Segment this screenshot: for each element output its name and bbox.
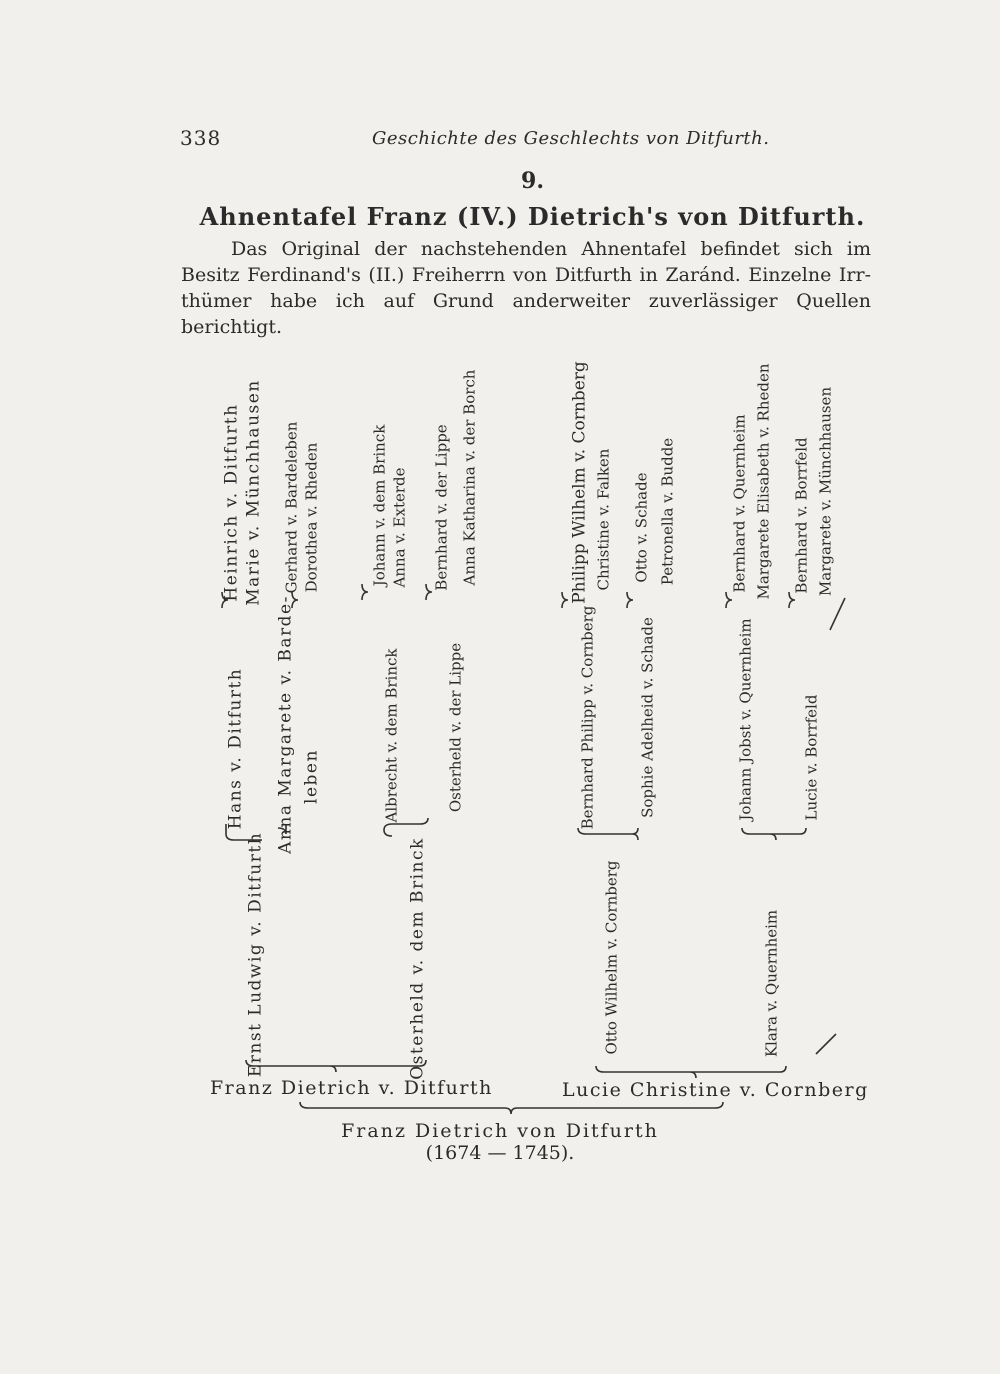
tree-gen3-name: Albrecht v. dem Brinck [382,648,401,823]
tree-father: Franz Dietrich v. Ditfurth [210,1077,493,1099]
tree-gen4-name: Christine v. Falken [594,448,613,591]
tree-gen3-name: leben [301,749,322,804]
tree-gen2-name: Osterheld v. dem Brinck [407,837,428,1080]
tree-gen3-name: Hans v. Ditfurth [225,667,246,830]
tree-gen4-name: Bernhard v. Borrfeld [792,437,811,594]
tree-gen3-name: Lucie v. Borrfeld [802,694,821,821]
tree-gen3-name: Osterheld v. der Lippe [446,642,465,813]
tree-gen4-name: Margarete v. Münchhausen [816,386,835,597]
tree-gen4-name: Dorothea v. Rheden [302,442,321,593]
tree-gen2-name: Klara v. Quernheim [762,909,781,1058]
tree-gen4-name: Gerhard v. Bardeleben [282,421,301,594]
section-number: 9. [521,168,544,194]
tree-gen4-name: Anna Katharina v. der Borch [460,369,479,586]
tree-gen3-name: Bernhard Philipp v. Cornberg [578,605,597,830]
tree-gen3-name: Sophie Adelheid v. Schade [638,617,657,818]
tree-proband-name: Franz Dietrich von Ditfurth [341,1120,659,1142]
tree-gen2-name: Ernst Ludwig v. Ditfurth [245,831,266,1078]
tree-gen4-name: Johann v. dem Brinck [370,424,389,587]
tree-gen3-name: Anna Margarete v. Barde- [275,595,296,854]
tree-gen4-name: Anna v. Exterde [390,467,409,588]
tree-proband-dates: (1674 — 1745). [425,1142,575,1164]
tree-gen3-name: Johann Jobst v. Quernheim [736,618,755,821]
intro-paragraph: Das Original der nachstehenden Ahnentafel befindet sich im Besitz Ferdinand's (II.) Freiherrn von Ditfurth in Zaránd. Einzelne Irr-thümer habe ich auf Grund anderweiter zuverlässiger Quellen berichtigt. [181,238,871,338]
tree-gen4-name: Heinrich v. Ditfurth [221,403,242,602]
tree-gen4-name: Philipp Wilhelm v. Cornberg [569,361,590,604]
tree-gen4-name: Marie v. Münchhausen [243,379,264,606]
tree-mother: Lucie Christine v. Cornberg [562,1079,869,1101]
tree-gen4-name: Margarete Elisabeth v. Rheden [754,363,773,600]
page-number: 338 [180,126,222,150]
tree-gen4-name: Bernhard v. der Lippe [432,424,451,591]
tree-gen4-name: Bernhard v. Quernheim [730,414,749,593]
section-title: Ahnentafel Franz (IV.) Dietrich's von Ditfurth. [199,202,866,231]
tree-gen4-name: Petronella v. Budde [658,437,677,586]
tree-gen2-name: Otto Wilhelm v. Cornberg [602,860,621,1055]
tree-gen4-name: Otto v. Schade [632,472,651,583]
running-title: Geschichte des Geschlechts von Ditfurth. [372,128,770,149]
